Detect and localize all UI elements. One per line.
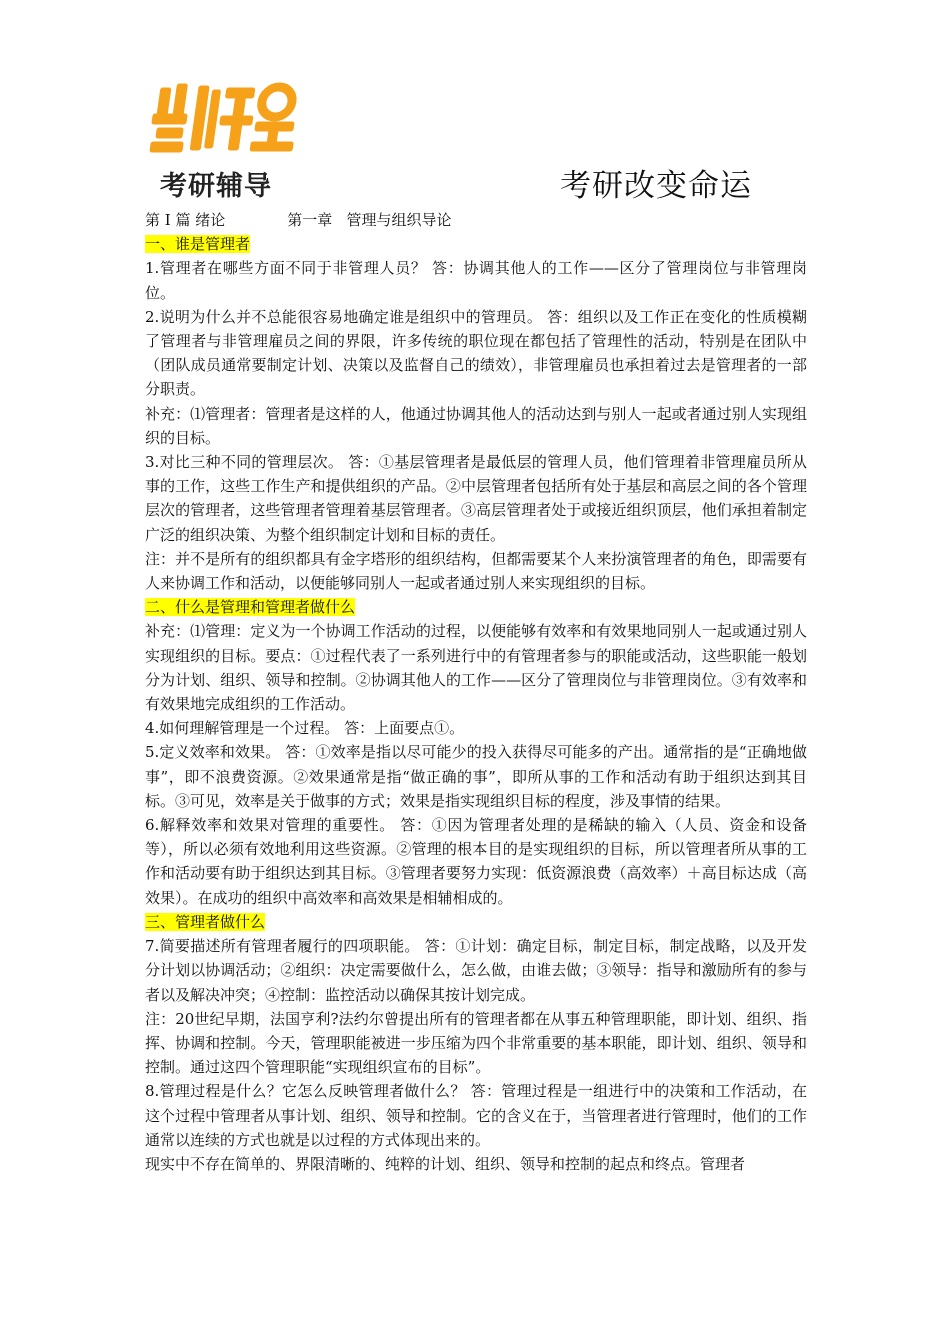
paragraph: 2.说明为什么并不总能很容易地确定谁是组织中的管理员。 答：组织以及工作正在变化的性质模糊了管理者与非管理雇员之间的界限，许多传统的职位现在都包括了管理性的活动，特别是在团队中（团队成员通常要制定计划、决策以及监督自己的绩效），非管理雇员也承担着过去是管理者的一部分职责。 [145, 307, 807, 399]
paragraph: 1.管理者在哪些方面不同于非管理人员？ 答：协调其他人的工作——区分了管理岗位与非管理岗位。 [145, 259, 807, 302]
slogan: 考研改变命运 [560, 168, 752, 204]
paragraph: 注：20世纪早期，法国亨利?法约尔曾提出所有的管理者都在从事五种管理职能，即计划、组织、指挥、协调和控制。今天，管理职能被进一步压缩为四个非常重要的基本职能，即计划、组织、领导和控制。通过这四个管理职能“实现组织宣布的目标”。 [145, 1009, 807, 1077]
section-heading-1: 一、谁是管理者 [145, 235, 251, 254]
part-label: 第 I 篇 绪论 [145, 211, 226, 229]
paragraph: 6.解释效率和效果对管理的重要性。 答：①因为管理者处理的是稀缺的输入（人员、资金和设备等），所以必须有效地利用这些资源。②管理的根本目的是实现组织的目标，所以管理者所从事的工作和活动要有助于组织达到其目标。③管理者要努力实现：低资源浪费（高效率）＋高目标达成（高效果）。在成功的组织中高效率和高效果是相辅相成的。 [145, 816, 807, 907]
company-logo [148, 80, 308, 202]
chapter-heading [145, 208, 807, 232]
paragraph: 5.定义效率和效果。 答：①效率是指以尽可能少的投入获得尽可能多的产出。通常指的是“正确地做事”，即不浪费资源。②效果通常是指“做正确的事”，即所从事的工作和活动有助于组织达到其目标。③可见，效率是关于做事的方式；效果是指实现组织目标的程度，涉及事情的结果。 [145, 743, 807, 810]
section-heading-3: 三、管理者做什么 [145, 912, 266, 931]
paragraph: 补充：⑴管理：定义为一个协调工作活动的过程，以便能够有效率和有效果地同别人一起或通过别人实现组织的目标。要点：①过程代表了一系列进行中的有管理者参与的职能或活动，这些职能一般划分为计划、组织、领导和控制。②协调其他人的工作——区分了管理岗位与非管理岗位。③有效率和有效果地完成组织的工作活动。 [145, 622, 807, 714]
paragraph: 8.管理过程是什么？它怎么反映管理者做什么？ 答：管理过程是一组进行中的决策和工作活动，在这个过程中管理者从事计划、组织、领导和控制。它的含义在于，当管理者进行管理时，他们的工作通常以连续的方式也就是以过程的方式体现出来的。 [145, 1082, 807, 1149]
paragraph: 补充：⑴管理者：管理者是这样的人，他通过协调其他人的活动达到与别人一起或者通过别人实现组织的目标。 [145, 404, 807, 447]
chapter-title: 第一章 管理与组织导论 [287, 211, 452, 229]
section-heading-2: 二、什么是管理和管理者做什么 [145, 598, 356, 617]
paragraph: 7.简要描述所有管理者履行的四项职能。 答：①计划：确定目标，制定目标，制定战略，以及开发分计划以协调活动；②组织：决定需要做什么，怎么做，由谁去做；③领导：指导和激励所有的参与者以及解决冲突；④控制：监控活动以确保其按计划完成。 [145, 937, 807, 1004]
paragraph: 注：并不是所有的组织都具有金字塔形的组织结构，但都需要某个人来扮演管理者的角色，即需要有人来协调工作和活动，以便能够同别人一起或者通过别人来实现组织的目标。 [145, 549, 807, 593]
paragraph: 4.如何理解管理是一个过程。 答：上面要点①。 [145, 719, 465, 738]
paragraph: 现实中不存在简单的、界限清晰的、纯粹的计划、组织、领导和控制的起点和终点。管理者 [145, 1154, 746, 1173]
paragraph: 3.对比三种不同的管理层次。 答：①基层管理者是最低层的管理人员，他们管理着非管理雇员所从事的工作，这些工作生产和提供组织的产品。②中层管理者包括所有处于基层和高层之间的各个管理层次的管理者，这些管理者管理着基层管理者。③高层管理者处于或接近组织顶层，他们承担着制定广泛的组织决策、为整个组织制定计划和目标的责任。 [145, 453, 807, 544]
document-body [145, 208, 807, 1176]
logo-icon [148, 80, 308, 160]
logo-text: 考研辅导 [160, 171, 272, 202]
